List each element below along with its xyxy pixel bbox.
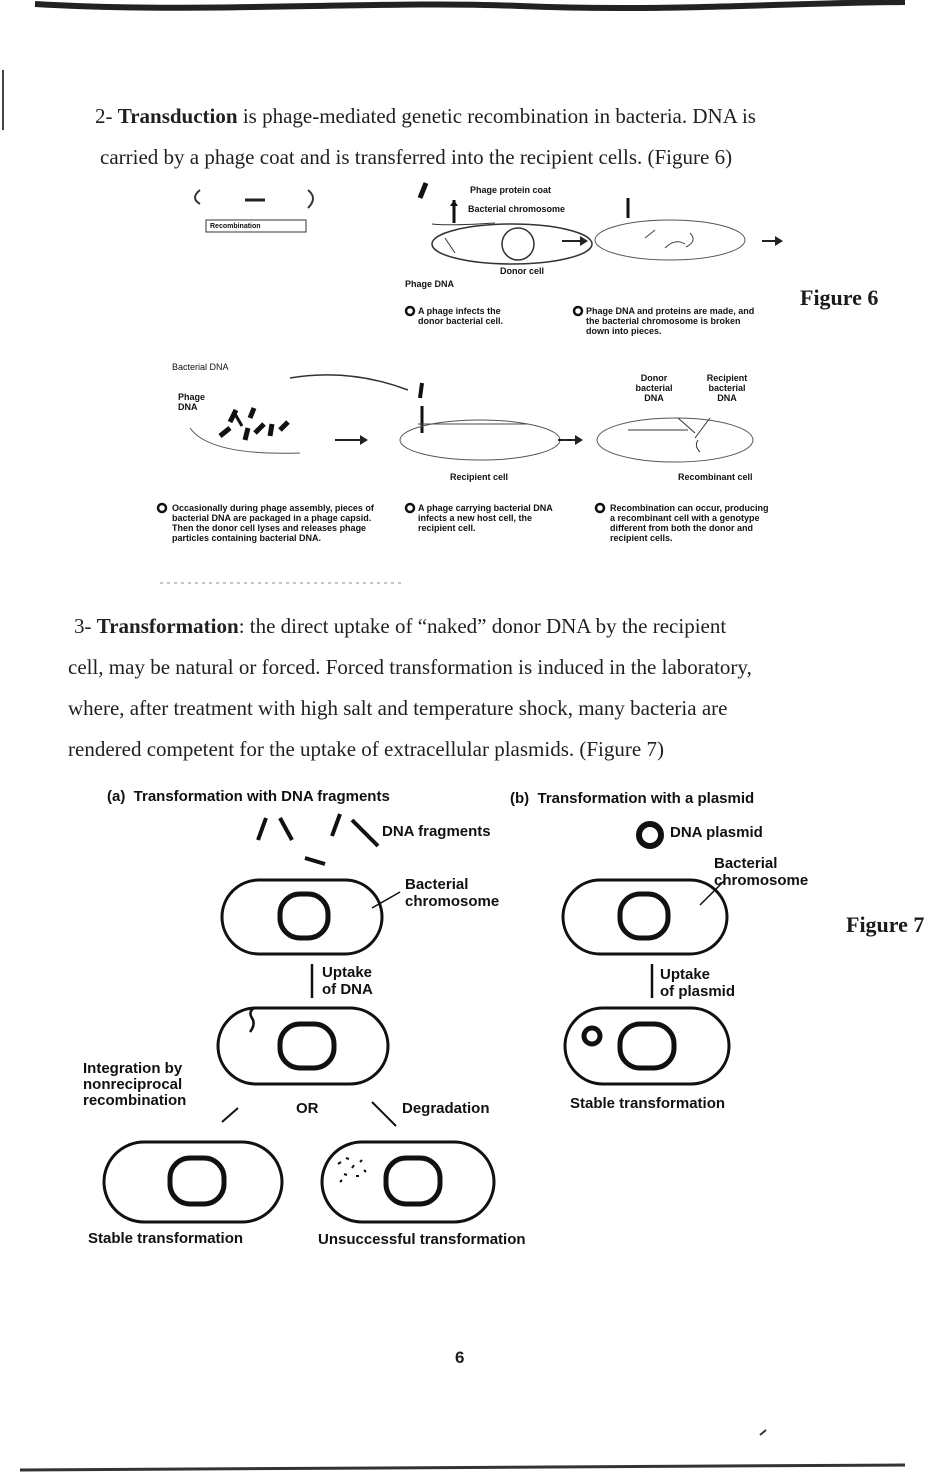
title-a: (a) Transformation with DNA fragments — [107, 788, 390, 805]
transduction-paragraph — [95, 96, 875, 178]
dna-fragments-label: DNA fragments — [382, 823, 491, 840]
uptake-of-plasmid-label: Uptake of plasmid — [660, 966, 736, 1000]
step-5-caption: Recombination can occur, producing a recombinant cell with a genotype different from both the donor and recipient cells. — [610, 503, 769, 543]
figure-7 — [0, 780, 947, 1260]
phage-dna-left-label: Phage DNA — [178, 392, 206, 412]
title-b: (b) Transformation with a plasmid — [510, 790, 755, 807]
transformation-line1: : the direct uptake of “naked” donor DNA by the recipient — [238, 614, 727, 638]
stable-transformation-a: Stable transformation — [88, 1230, 244, 1247]
term-transduction: Transduction — [117, 104, 238, 128]
step-1-caption: A phage infects the donor bacterial cell. — [418, 306, 504, 326]
transformation-paragraph — [68, 606, 878, 770]
bacterial-dna-label: Bacterial DNA — [172, 362, 229, 372]
section-number: 2- — [95, 104, 113, 128]
donor-bacterial-dna-label: Donor bacterial DNA — [635, 373, 673, 403]
step-4-caption: A phage carrying bacterial DNA infects a new host cell, the recipient cell. — [418, 503, 553, 533]
page-number: 6 — [455, 1348, 465, 1367]
figure-6-label: Figure 6 — [800, 285, 879, 310]
bacterial-chromosome-label: Bacterial chromosome — [468, 204, 566, 214]
transduction-line2: carried by a phage coat and is transferred into the recipient cells. (Figure 6) — [100, 145, 733, 169]
degradation-label: Degradation — [402, 1100, 490, 1117]
transformation-line4: rendered competent for the uptake of extracellular plasmids. (Figure 7) — [68, 737, 664, 761]
stable-transformation-b: Stable transformation — [570, 1095, 726, 1112]
transformation-line3: where, after treatment with high salt and temperature shock, many bacteria are — [68, 696, 728, 720]
unsuccessful-transformation: Unsuccessful transformation — [318, 1231, 526, 1248]
bacterial-chromosome-a: Bacterial chromosome — [405, 876, 500, 910]
figure-6 — [150, 178, 800, 598]
recipient-cell-label: Recipient cell — [450, 472, 509, 482]
figure-7-drawing — [0, 780, 947, 1260]
bacterial-chromosome-b: Bacterial chromosome — [714, 855, 809, 889]
section-number-3: 3- — [74, 614, 92, 638]
integration-label: Integration by nonreciprocal recombination — [83, 1060, 187, 1109]
figure-7-label: Figure 7 — [846, 912, 925, 937]
or-label: OR — [296, 1100, 319, 1117]
step-3-caption: Occasionally during phage assembly, pieces of bacterial DNA are packaged in a phage capsid. Then the donor cell lyses and releases phage particles containing bacterial DNA. — [172, 503, 374, 543]
recombinant-cell-label: Recombinant cell — [678, 472, 753, 482]
dna-plasmid-label: DNA plasmid — [670, 824, 763, 841]
transformation-line2: cell, may be natural or forced. Forced transformation is induced in the laboratory, — [68, 655, 752, 679]
uptake-of-dna-label: Uptake of DNA — [322, 964, 373, 998]
step-2-caption: Phage DNA and proteins are made, and the bacterial chromosome is broken down into pieces. — [586, 306, 755, 336]
phage-protein-coat-label: Phage protein coat — [470, 185, 552, 195]
recombination-box-label: Recombination — [210, 223, 261, 230]
term-transformation: Transformation — [96, 614, 239, 638]
phage-dna-top-label: Phage DNA — [405, 279, 455, 289]
recipient-bacterial-dna-label: Recipient bacterial DNA — [706, 373, 748, 403]
donor-cell-label: Donor cell — [500, 266, 545, 276]
transduction-line1: is phage-mediated genetic recombination in bacteria. DNA is — [242, 104, 756, 128]
